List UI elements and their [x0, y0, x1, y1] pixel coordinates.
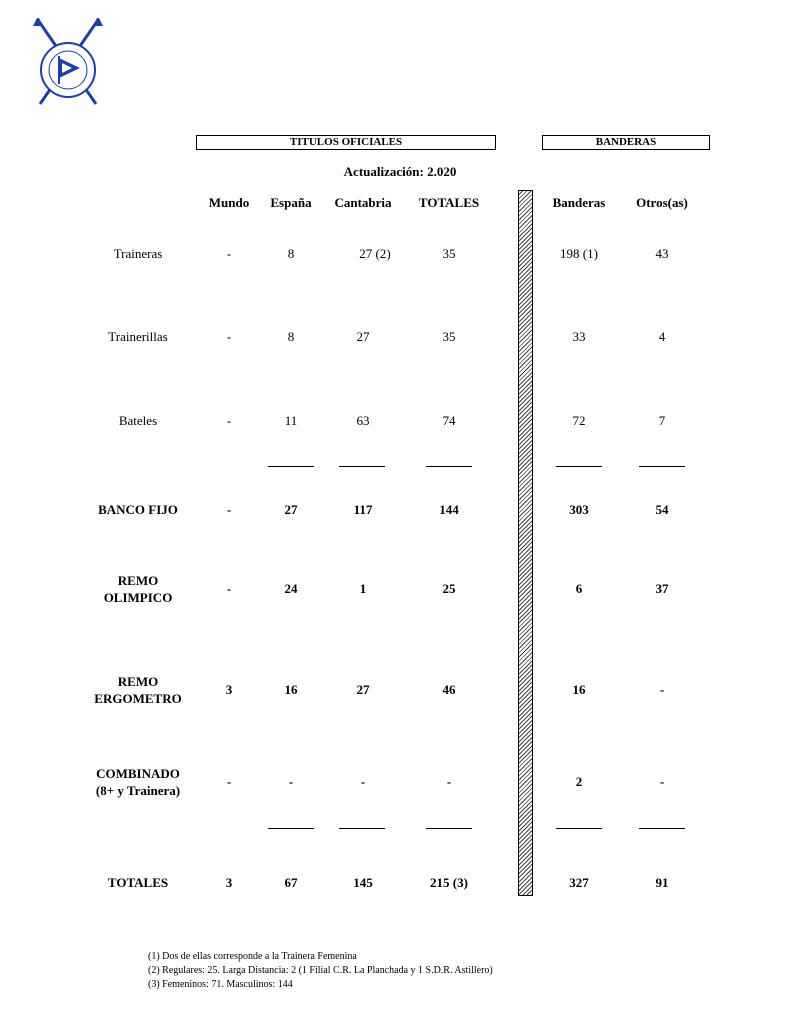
cell-otros: - — [659, 682, 665, 697]
cell-banderas: 6 — [575, 581, 583, 596]
cell-cantabria: - — [360, 774, 366, 789]
cell-espana: 24 — [284, 581, 298, 596]
cell-banderas: 72 — [572, 413, 586, 428]
cell-mundo: 3 — [225, 875, 233, 890]
cell-totales: 35 — [442, 329, 456, 344]
total-underline — [639, 828, 685, 829]
cell-banderas: 2 — [575, 774, 583, 789]
subtotal-underline — [339, 466, 385, 467]
cell-totales: 46 — [442, 682, 456, 697]
cell-cantabria: 63 — [356, 413, 370, 428]
row-label-bateles: Bateles — [118, 413, 158, 428]
update-label: Actualización: 2.020 — [343, 164, 457, 179]
cell-totales: 35 — [442, 246, 456, 261]
cell-banderas: 198 (1) — [560, 246, 598, 261]
cell-totales: 215 (3) — [430, 875, 468, 890]
total-underline — [268, 828, 314, 829]
cell-otros: 91 — [655, 875, 669, 890]
row-label-traineras: Traineras — [113, 246, 163, 261]
cell-espana: 8 — [287, 246, 295, 261]
subtotal-underline — [556, 466, 602, 467]
col-header-totales: TOTALES — [418, 195, 480, 210]
row-label-remo-ergometro: REMO ERGOMETRO — [94, 674, 182, 706]
cell-banderas: 16 — [572, 682, 586, 697]
cell-espana: 67 — [284, 875, 298, 890]
subtotal-underline — [268, 466, 314, 467]
cell-mundo: - — [226, 413, 232, 428]
cell-banderas: 327 — [569, 875, 589, 890]
cell-totales: 25 — [442, 581, 456, 596]
col-header-cantabria: Cantabria — [334, 195, 392, 210]
cell-mundo: - — [226, 329, 232, 344]
cell-otros: - — [659, 774, 665, 789]
row-label-totales: TOTALES — [107, 875, 169, 890]
cell-espana: 11 — [284, 413, 298, 428]
subtotal-underline — [426, 466, 472, 467]
footnote: (2) Regulares: 25. Larga Distancia: 2 (1 Filial C.R. La Planchada y 1 S.D.R. Astillero) — [148, 965, 493, 976]
cell-espana: 16 — [284, 682, 298, 697]
cell-mundo: - — [226, 581, 232, 596]
hatched-divider — [518, 190, 533, 896]
cell-mundo: - — [226, 502, 232, 517]
footnotes — [148, 950, 493, 992]
cell-cantabria: 1 — [359, 581, 367, 596]
cell-otros: 37 — [655, 581, 669, 596]
cell-espana: - — [288, 774, 294, 789]
cell-cantabria: 27 — [356, 682, 370, 697]
cell-mundo: - — [226, 246, 232, 261]
club-logo-icon — [28, 18, 108, 108]
total-underline — [426, 828, 472, 829]
cell-otros: 7 — [658, 413, 666, 428]
banderas-title: BANDERAS — [542, 135, 710, 150]
cell-mundo: 3 — [225, 682, 233, 697]
cell-mundo: - — [226, 774, 232, 789]
subtotal-underline — [639, 466, 685, 467]
cell-totales: 74 — [442, 413, 456, 428]
cell-espana: 8 — [287, 329, 295, 344]
cell-banderas: 303 — [569, 502, 589, 517]
total-underline — [339, 828, 385, 829]
footnote: (3) Femeninos: 71. Masculinos: 144 — [148, 979, 293, 990]
cell-totales: - — [446, 774, 452, 789]
row-label-trainerillas: Trainerillas — [108, 329, 168, 344]
cell-cantabria: 27 — [356, 329, 370, 344]
row-label-combinado: COMBINADO (8+ y Trainera) — [95, 766, 181, 798]
col-header-mundo: Mundo — [208, 195, 250, 210]
cell-totales: 144 — [439, 502, 459, 517]
cell-otros: 54 — [655, 502, 669, 517]
col-header-espana: España — [270, 195, 312, 210]
col-header-banderas: Banderas — [552, 195, 606, 210]
cell-espana: 27 — [284, 502, 298, 517]
cell-banderas: 33 — [572, 329, 586, 344]
titulos-oficiales-title: TITULOS OFICIALES — [196, 135, 496, 150]
total-underline — [556, 828, 602, 829]
cell-cantabria: 117 — [353, 502, 373, 517]
cell-cantabria: 27 (2) — [359, 246, 391, 261]
footnote: (1) Dos de ellas corresponde a la Trainera Femenina — [148, 951, 357, 962]
cell-otros: 43 — [655, 246, 669, 261]
col-header-otros: Otros(as) — [636, 195, 688, 210]
cell-cantabria: 145 — [353, 875, 373, 890]
cell-otros: 4 — [658, 329, 666, 344]
row-label-remo-olimpico: REMO OLIMPICO — [103, 573, 173, 605]
row-label-banco-fijo: BANCO FIJO — [98, 502, 178, 517]
